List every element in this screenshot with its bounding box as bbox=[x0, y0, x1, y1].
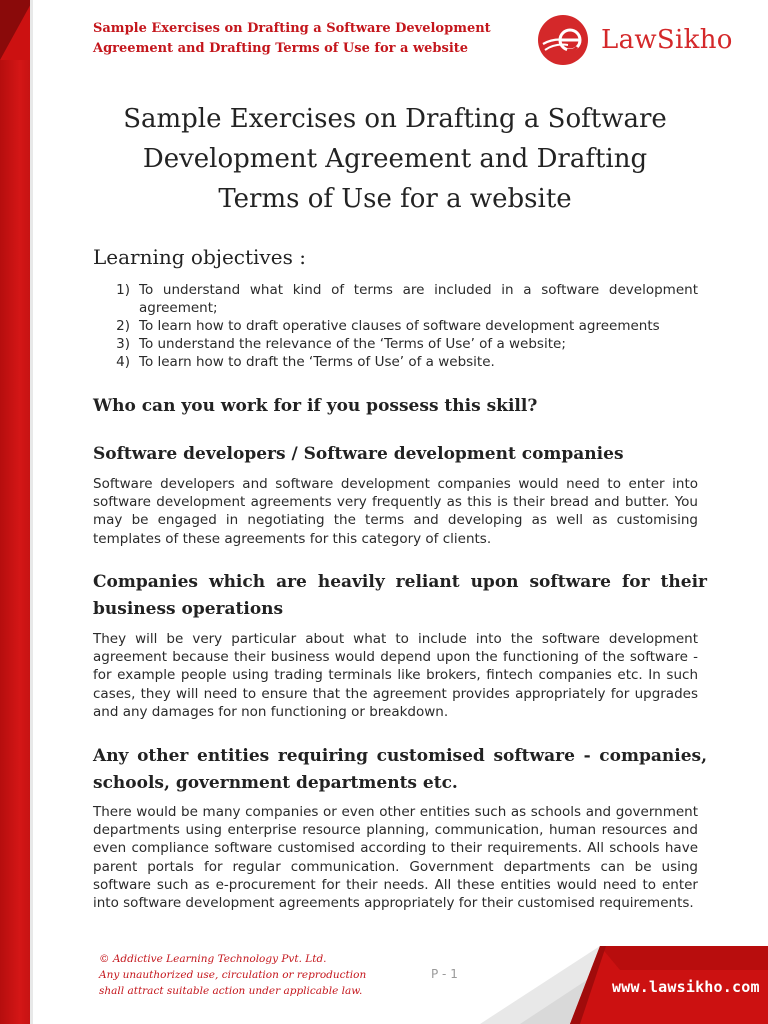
document-title: Sample Exercises on Drafting a Software Development Agreement and Drafting Terms of Use for a website bbox=[123, 104, 667, 214]
legal-line: Any unauthorized use, circulation or reproduction bbox=[99, 969, 367, 981]
learning-objectives-list bbox=[93, 281, 698, 371]
list-number: 1) bbox=[116, 282, 130, 298]
list-number: 4) bbox=[116, 354, 130, 370]
page-number: P - 1 bbox=[431, 967, 458, 981]
website-link[interactable]: www.lawsikho.com bbox=[612, 978, 760, 996]
list-item bbox=[93, 281, 698, 317]
list-text: To understand what kind of terms are included in a software development agreement; bbox=[139, 282, 698, 316]
footer-legal-notice bbox=[99, 951, 399, 999]
who-can-you-work-for-heading: Who can you work for if you possess this skill? bbox=[93, 396, 538, 416]
left-red-band bbox=[0, 0, 33, 1024]
running-header-title: Sample Exercises on Drafting a Software Development Agreement and Drafting Terms of Use for a website bbox=[93, 21, 491, 56]
learning-objectives-heading: Learning objectives : bbox=[93, 245, 306, 269]
section-heading-software-developers: Software developers / Software development companies bbox=[93, 444, 624, 464]
list-text: To learn how to draft operative clauses of software development agreements bbox=[139, 318, 660, 334]
section-body-software-developers: Software developers and software development companies would need to enter into software development agreements very frequently as this is their bread and butter. You may be engaged in negotiating the terms and developing as well as customising templates of these agreements for this category of clients. bbox=[93, 476, 698, 547]
list-item bbox=[93, 317, 698, 335]
section-heading-reliant-companies: Companies which are heavily reliant upon software for their business operations bbox=[93, 572, 707, 619]
list-number: 2) bbox=[116, 318, 130, 334]
list-item bbox=[93, 353, 698, 371]
logo-wordmark: LawSikho bbox=[601, 25, 733, 55]
legal-line: shall attract suitable action under applicable law. bbox=[99, 985, 363, 997]
list-text: To understand the relevance of the ‘Terms of Use’ of a website; bbox=[139, 336, 566, 352]
lawsikho-logo[interactable] bbox=[537, 14, 733, 66]
legal-line: © Addictive Learning Technology Pvt. Ltd. bbox=[99, 953, 327, 965]
section-body-reliant-companies: They will be very particular about what to include into the software development agreement because their business would depend upon the functioning of the software - for example people using trading terminals like brokers, fintech companies etc. In such cases, they will need to ensure that the agreement provides appropriately for upgrades and any damages for non functioning or breakdown. bbox=[93, 631, 698, 720]
section-heading-other-entities: Any other entities requiring customised software - companies, schools, government departments etc. bbox=[93, 746, 707, 793]
list-item bbox=[93, 335, 698, 353]
section-body-other-entities: There would be many companies or even other entities such as schools and government departments using enterprise resource planning, communication, human resources and even compliance software customised according to their requirements. All schools have parent portals for regular communication. Government departments can be using software such as e-procurement for their needs. All these entities would need to enter into software development agreements appropriately for their customised requirements. bbox=[93, 804, 698, 912]
list-text: To learn how to draft the ‘Terms of Use’ of a website. bbox=[139, 354, 495, 370]
lawsikho-logo-icon bbox=[537, 14, 589, 66]
list-number: 3) bbox=[116, 336, 130, 352]
